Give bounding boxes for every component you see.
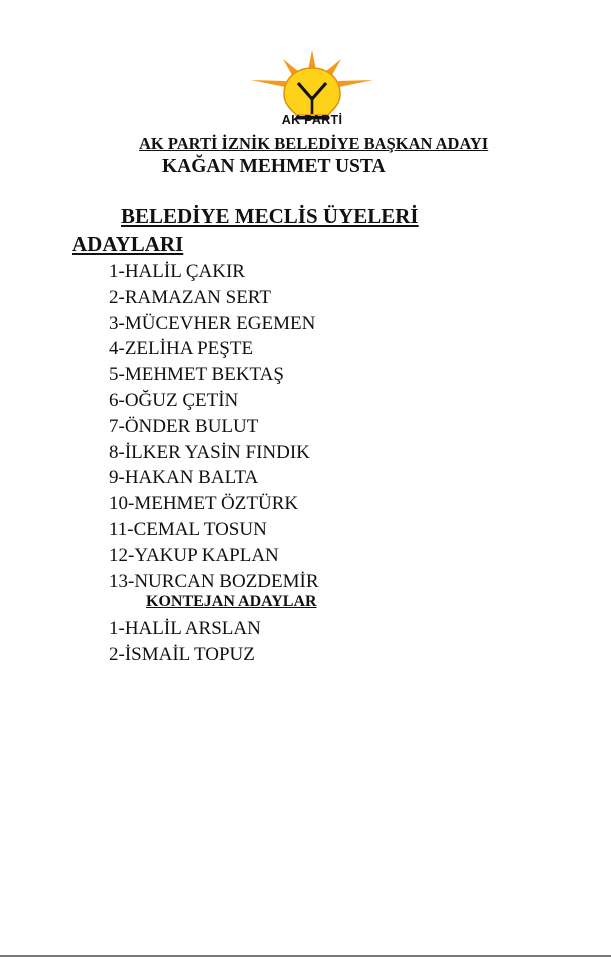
quota-title: KONTEJAN ADAYLAR	[146, 593, 317, 610]
list-item: 11-CEMAL TOSUN	[109, 518, 267, 540]
list-item: 5-MEHMET BEKTAŞ	[109, 364, 284, 386]
header-line-1: AK PARTİ İZNİK BELEDİYE BAŞKAN ADAYI	[139, 134, 489, 153]
list-item: 3-MÜCEVHER EGEMEN	[109, 312, 316, 334]
header-line-2: KAĞAN MEHMET USTA	[162, 156, 386, 177]
section-title-line-2: ADAYLARI	[72, 232, 184, 256]
logo-text: AK PARTİ	[281, 113, 343, 127]
list-item: 2-İSMAİL TOPUZ	[109, 644, 255, 665]
list-item: 12-YAKUP KAPLAN	[109, 544, 279, 566]
list-item: 2-RAMAZAN SERT	[109, 286, 271, 308]
list-item: 1-HALİL ÇAKIR	[109, 261, 245, 282]
list-item: 9-HAKAN BALTA	[109, 467, 259, 489]
list-item: 4-ZELİHA PEŞTE	[109, 338, 254, 360]
list-item: 1-HALİL ARSLAN	[109, 618, 261, 639]
list-item: 7-ÖNDER BULUT	[109, 415, 259, 437]
section-title-line-1: BELEDİYE MECLİS ÜYELERİ	[121, 204, 419, 228]
list-item: 8-İLKER YASİN FINDIK	[109, 441, 310, 463]
quota-list	[109, 616, 261, 668]
candidate-list	[109, 259, 319, 594]
list-item: 10-MEHMET ÖZTÜRK	[109, 493, 299, 515]
list-item: 6-OĞUZ ÇETİN	[109, 389, 239, 411]
bottom-divider	[0, 955, 611, 957]
list-item: 13-NURCAN BOZDEMİR	[109, 570, 319, 592]
